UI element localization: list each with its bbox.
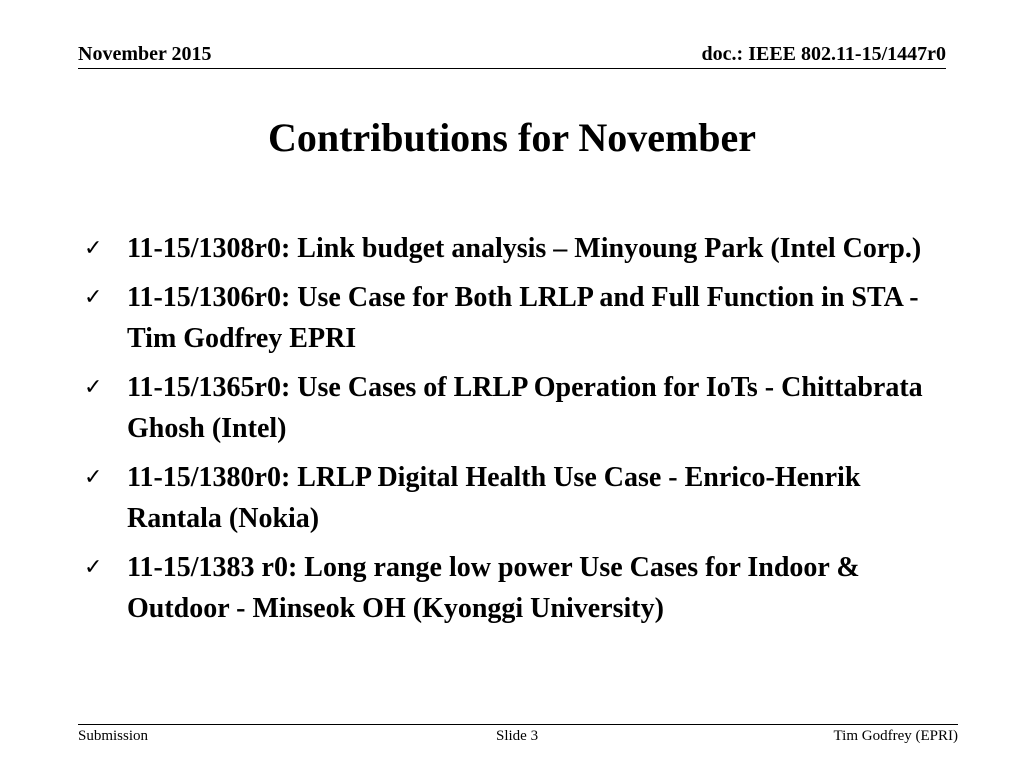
checkmark-icon: ✓ — [84, 285, 103, 310]
list-item-text: 11-15/1380r0: LRLP Digital Health Use Case - Enrico-Henrik Rantala (Nokia) — [127, 462, 861, 534]
list-item-text: 11-15/1306r0: Use Case for Both LRLP and Full Function in STA - Tim Godfrey EPRI — [127, 282, 919, 354]
list-item — [84, 228, 944, 269]
footer-submission: Submission — [78, 728, 149, 744]
checkmark-icon: ✓ — [84, 465, 103, 490]
checkmark-icon: ✓ — [84, 236, 103, 261]
footer-author: Tim Godfrey (EPRI) — [833, 728, 958, 744]
list-item-text: 11-15/1365r0: Use Cases of LRLP Operation for IoTs - Chittabrata Ghosh (Intel) — [127, 372, 923, 444]
slide-title: Contributions for November — [267, 115, 757, 160]
contribution-list — [84, 228, 944, 637]
checkmark-icon: ✓ — [84, 375, 103, 400]
footer-divider — [78, 724, 958, 725]
header-date: November 2015 — [78, 43, 212, 65]
list-item — [84, 367, 944, 449]
footer-slide-number: Slide 3 — [496, 728, 539, 744]
list-item — [84, 547, 944, 629]
list-item — [84, 457, 944, 539]
header-divider — [78, 68, 946, 69]
checkmark-icon: ✓ — [84, 555, 103, 580]
list-item — [84, 277, 944, 359]
list-item-text: 11-15/1308r0: Link budget analysis – Minyoung Park (Intel Corp.) — [127, 233, 922, 264]
list-item-text: 11-15/1383 r0: Long range low power Use Cases for Indoor & Outdoor - Minseok OH (Kyonggi University) — [127, 552, 860, 624]
header-doc-id: doc.: IEEE 802.11-15/1447r0 — [701, 43, 946, 65]
